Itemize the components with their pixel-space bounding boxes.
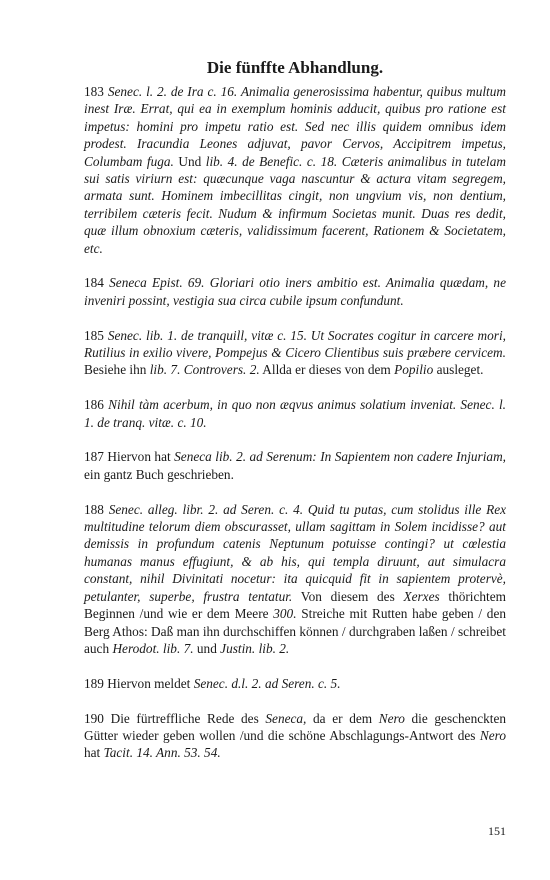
footnote-text: Von diesem des [292,588,404,604]
footnote-text: Allda er dieses von dem [259,362,395,378]
footnote-text: 183 [84,84,108,99]
footnote-text: und [193,640,221,656]
footnote-text: 186 [84,397,109,413]
footnote-text: 190 Die fürtreffliche Rede des [84,710,266,726]
footnote-italic-text: Seneca lib. 2. ad Serenum: In Sapientem non cadere Injuriam, [174,449,506,465]
footnote-text: 189 Hiervon meldet [84,675,194,691]
footnote-text: ein gantz Buch geschrieben. [84,466,234,482]
footnote-italic-text: Herodot. lib. 7. [112,640,194,656]
footnote-text: da er dem [306,710,379,726]
footnote [84,501,506,658]
footnote-italic-text: Popilio [394,362,434,378]
footnote-italic-text: Tacit. 14. Ann. 53. 54. [103,745,221,761]
footnote-text: die geschenckten Gütter wieder geben wollen /und die schöne Abschlagungs-Antwort des [84,710,507,743]
footnote-text: thörichtem Beginnen /und wie er dem Meere [84,588,506,622]
page-heading: Die fünffte Abhandlung. [206,58,384,77]
footnote-text: hat [84,745,104,761]
footnote-italic-text: Senec. l. 2. de Ira c. 16. Animalia generosissima habentur, quibus multum inest Iræ. Errat, qui ea in exemplum hominis adducit, quibus pro ratione est impetus: homini pro impetu ratio est. Sed nec illis quidem omnibus idem prodest. Iracundia Leones adjuvat, pavor Cervos, Accipitrem impetus, Columbam fuga. [84,84,506,169]
footnote-text: 184 [84,275,110,291]
footnote [84,675,506,692]
footnote-italic-text: Xerxes [403,588,440,604]
footnote [84,327,506,379]
page-number: 151 [488,824,506,838]
footnote-italic-text: Nero [479,727,506,743]
footnote-italic-text: lib. 7. Controvers. 2. [149,362,260,378]
footnote-italic-text: Justin. lib. 2. [220,640,290,656]
footnote-italic-text: lib. 4. de Benefic. c. 18. Cæteris animalibus in tutelam sui satis viriurn est: quæcunque vaga nascuntur & actura vitam segregem, armata sunt. Hominem imbecillitas cingit, non ungvium vis, non dentium, terribilem cæteris fecit. Nudum & infirmum Societas munit. Duas res dedit, quæ illum obnoxium cæteris, validissimum facerent, Rationem & Societatem, etc. [84,153,506,256]
footnote-text: 185 [84,327,108,343]
footnote [84,274,506,309]
footnote [84,83,506,257]
footnote-italic-text: Senec. lib. 1. de tranquill, vitæ c. 15. Ut Socrates cogitur in carcere mori, Rutilius in exilio vivere, Pompejus & Cicero Clientibus suis præbere cervicem. [84,327,506,361]
footnote-italic-text: Seneca, [265,710,307,726]
footnote-text: Streiche mit Rutten habe geben / den Berg Athos: Daß man ihn durchschiffen können / durchgraben laßen / schreibet auch [84,606,506,656]
footnote-text: Besiehe ihn [84,362,150,378]
footnote-text: 187 Hiervon hat [84,449,175,465]
footnote [84,448,506,483]
footnote-text: ausleget. [433,362,484,378]
footnote-italic-text: Senec. d.l. 2. ad Seren. c. 5. [193,675,341,691]
footnote [84,710,506,762]
footnote-italic-text: 300. [273,606,297,622]
footnote-italic-text: Senec. alleg. libr. 2. ad Seren. c. 4. Quid tu putas, cum stolidus ille Rex multitudine telorum diem obscurasset, ullam sagittam in Solem incidisse? aut demissis in profundum catenis Neptunum potuisse contingi? ut cœlestia humanas manus effugiunt, & ab his, qui templa diruunt, aut simulacra constant, nihil Divinitati nocetur: ita quicquid fit in sapientem protervè, petulanter, superbe, frustra tentatur. [84,501,506,604]
footnote-italic-text: Nihil tàm acerbum, in quo non æqvus animus solatium inveniat. Senec. l. 1. de tranq. vitæ. c. 10. [84,397,506,430]
footnote-text: Und [173,153,206,169]
footnote-italic-text: Nero [378,710,405,726]
footnote [84,396,506,431]
footnotes-list [84,83,506,779]
footnote-italic-text: Seneca Epist. 69. Gloriari otio iners ambitio est. Animalia quædam, ne inveniri possint, vestigia sua circa cubile ipsum confundunt. [84,275,506,308]
footnote-text: 188 [84,501,109,517]
